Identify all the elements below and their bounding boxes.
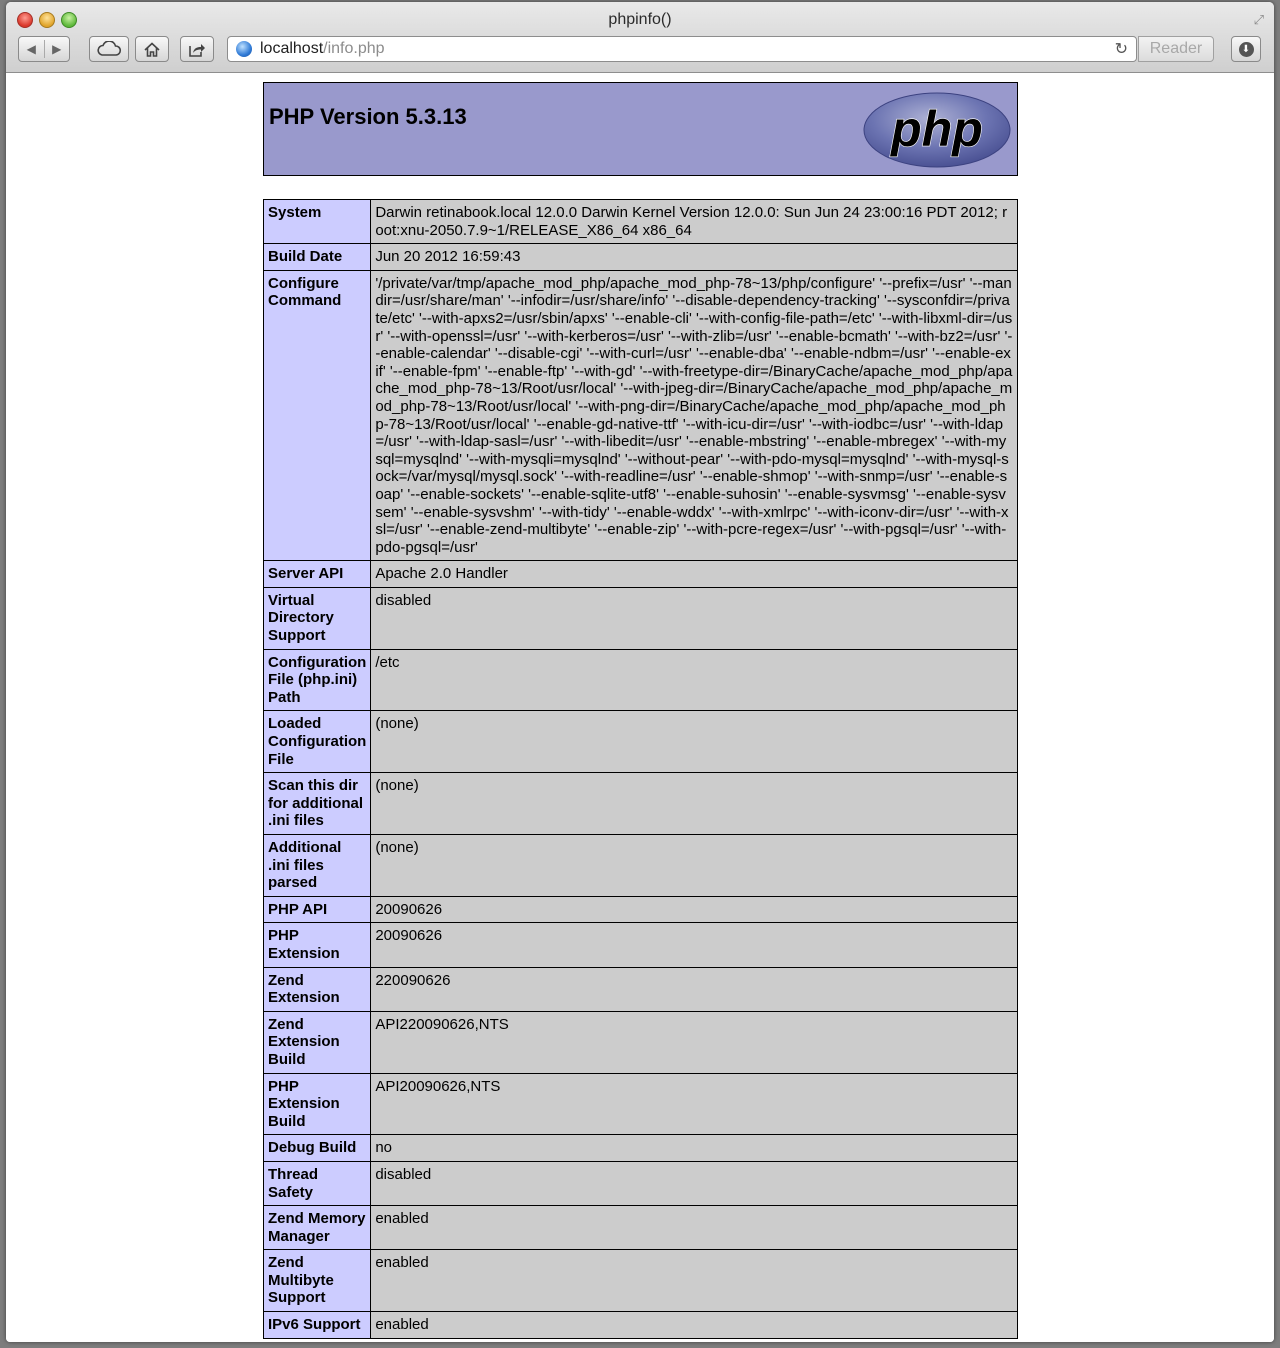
table-row	[264, 711, 1018, 773]
row-value: disabled	[371, 587, 1018, 649]
table-row	[264, 896, 1018, 923]
table-row	[264, 967, 1018, 1011]
address-bar[interactable]	[227, 36, 1137, 62]
table-row	[264, 1161, 1018, 1205]
row-label: Configuration File (php.ini) Path	[264, 649, 371, 711]
table-row	[264, 835, 1018, 897]
row-label: Zend Multibyte Support	[264, 1250, 371, 1312]
row-value: 220090626	[371, 967, 1018, 1011]
row-value: '/private/var/tmp/apache_mod_php/apache_mod_php-78~13/php/configure' '--prefix=/usr' '--mandir=/usr/share/man' '--infodir=/usr/share/info' '--disable-dependency-tracking' '--sysconfdir=/private/etc' '--with-apxs2=/usr/sbin/apxs' '--enable-cli' '--with-config-file-path=/etc' '--with-libxml-dir=/usr' '--with-openssl=/usr' '--with-kerberos=/usr' '--with-zlib=/usr' '--enable-bcmath' '--with-bz2=/usr' '--enable-calendar' '--disable-cgi' '--with-curl=/usr' '--enable-dba' '--enable-ndbm=/usr' '--enable-exif' '--enable-fpm' '--enable-ftp' '--with-gd' '--with-freetype-dir=/BinaryCache/apache_mod_php/apache_mod_php-78~13/Root/usr/local' '--with-jpeg-dir=/BinaryCache/apache_mod_php/apache_mod_php-78~13/Root/usr/local' '--with-png-dir=/BinaryCache/apache_mod_php/apache_mod_php-78~13/Root/usr/local' '--enable-gd-native-ttf' '--with-icu-dir=/usr' '--with-iodbc=/usr' '--with-ldap=/usr' '--with-ldap-sasl=/usr' '--with-libedit=/usr' '--enable-mbstring' '--enable-mbregex' '--with-mysql=mysqlnd' '--with-mysqli=mysqlnd' '--without-pear' '--with-pdo-mysql=mysqlnd' '--with-mysql-sock=/var/mysql/mysql.sock' '--with-readline=/usr' '--enable-shmop' '--with-snmp=/usr' '--enable-soap' '--enable-sockets' '--enable-sqlite-utf8' '--enable-suhosin' '--enable-sysvmsg' '--enable-sysvsem' '--enable-sysvshm' '--with-tidy' '--enable-wddx' '--with-xmlrpc' '--with-iconv-dir=/usr' '--with-xsl=/usr' '--enable-zend-multibyte' '--enable-zip' '--with-pcre-regex=/usr' '--with-pgsql=/usr' '--with-pdo-pgsql=/usr'	[371, 270, 1018, 561]
row-label: Virtual Directory Support	[264, 587, 371, 649]
row-label: IPv6 Support	[264, 1312, 371, 1339]
row-value: (none)	[371, 773, 1018, 835]
svg-text:php: php	[891, 101, 983, 157]
icloud-tabs-button[interactable]	[89, 36, 129, 62]
row-value: (none)	[371, 711, 1018, 773]
row-value: 20090626	[371, 923, 1018, 967]
php-header-table	[263, 82, 1018, 176]
table-row	[264, 1206, 1018, 1250]
downloads-button[interactable]	[1231, 36, 1261, 62]
php-header-cell	[264, 83, 1018, 176]
url-host: localhost	[260, 40, 324, 57]
row-value: Apache 2.0 Handler	[371, 561, 1018, 588]
fullscreen-icon[interactable]: ⤢	[1253, 12, 1264, 27]
table-row	[264, 244, 1018, 271]
row-label: System	[264, 200, 371, 244]
download-icon: ⬇	[1239, 42, 1254, 57]
row-label: Debug Build	[264, 1135, 371, 1162]
row-value: 20090626	[371, 896, 1018, 923]
phpinfo-container	[263, 82, 1018, 1339]
table-row	[264, 923, 1018, 967]
page-title: PHP Version 5.3.13	[269, 104, 467, 129]
window-title: phpinfo()	[608, 11, 672, 28]
row-label: Zend Extension	[264, 967, 371, 1011]
php-logo-icon[interactable]	[862, 91, 1012, 169]
php-info-table	[263, 199, 1018, 1339]
back-forward-group	[18, 36, 70, 62]
table-row	[264, 587, 1018, 649]
row-value: API20090626,NTS	[371, 1073, 1018, 1135]
table-row	[264, 1073, 1018, 1135]
row-value: API220090626,NTS	[371, 1011, 1018, 1073]
share-icon	[188, 42, 206, 57]
table-row	[264, 561, 1018, 588]
row-value: enabled	[371, 1206, 1018, 1250]
table-row	[264, 773, 1018, 835]
share-button[interactable]	[180, 36, 214, 62]
table-row	[264, 649, 1018, 711]
row-label: Server API	[264, 561, 371, 588]
row-value: Jun 20 2012 16:59:43	[371, 244, 1018, 271]
page-content	[6, 73, 1274, 1342]
table-row	[264, 270, 1018, 561]
back-button[interactable]: ◀	[26, 42, 36, 56]
row-value: (none)	[371, 835, 1018, 897]
row-label: Build Date	[264, 244, 371, 271]
table-row	[264, 200, 1018, 244]
table-row	[264, 1011, 1018, 1073]
home-icon	[144, 42, 160, 57]
row-value: disabled	[371, 1161, 1018, 1205]
table-row	[264, 1250, 1018, 1312]
row-label: Zend Extension Build	[264, 1011, 371, 1073]
row-label: Zend Memory Manager	[264, 1206, 371, 1250]
row-label: Configure Command	[264, 270, 371, 561]
row-value: no	[371, 1135, 1018, 1162]
row-label: PHP Extension Build	[264, 1073, 371, 1135]
row-value: Darwin retinabook.local 12.0.0 Darwin Kernel Version 12.0.0: Sun Jun 24 23:00:16 PDT 2012; root:xnu-2050.7.9~1/RELEASE_X86_64 x86_64	[371, 200, 1018, 244]
table-row	[264, 1312, 1018, 1339]
row-value: enabled	[371, 1312, 1018, 1339]
row-label: PHP API	[264, 896, 371, 923]
forward-button[interactable]: ▶	[52, 42, 62, 56]
home-button[interactable]	[135, 36, 169, 62]
row-value: enabled	[371, 1250, 1018, 1312]
reader-button[interactable]: Reader	[1138, 36, 1214, 62]
table-row	[264, 1135, 1018, 1162]
row-label: Thread Safety	[264, 1161, 371, 1205]
row-label: Scan this dir for additional .ini files	[264, 773, 371, 835]
reload-icon[interactable]: ↻	[1114, 41, 1128, 58]
url-path: /info.php	[323, 40, 385, 57]
browser-window	[6, 2, 1274, 1342]
row-label: Additional .ini files parsed	[264, 835, 371, 897]
row-label: Loaded Configuration File	[264, 711, 371, 773]
globe-icon	[236, 41, 252, 57]
browser-toolbar	[6, 2, 1274, 73]
cloud-icon	[96, 41, 122, 57]
row-label: PHP Extension	[264, 923, 371, 967]
row-value: /etc	[371, 649, 1018, 711]
